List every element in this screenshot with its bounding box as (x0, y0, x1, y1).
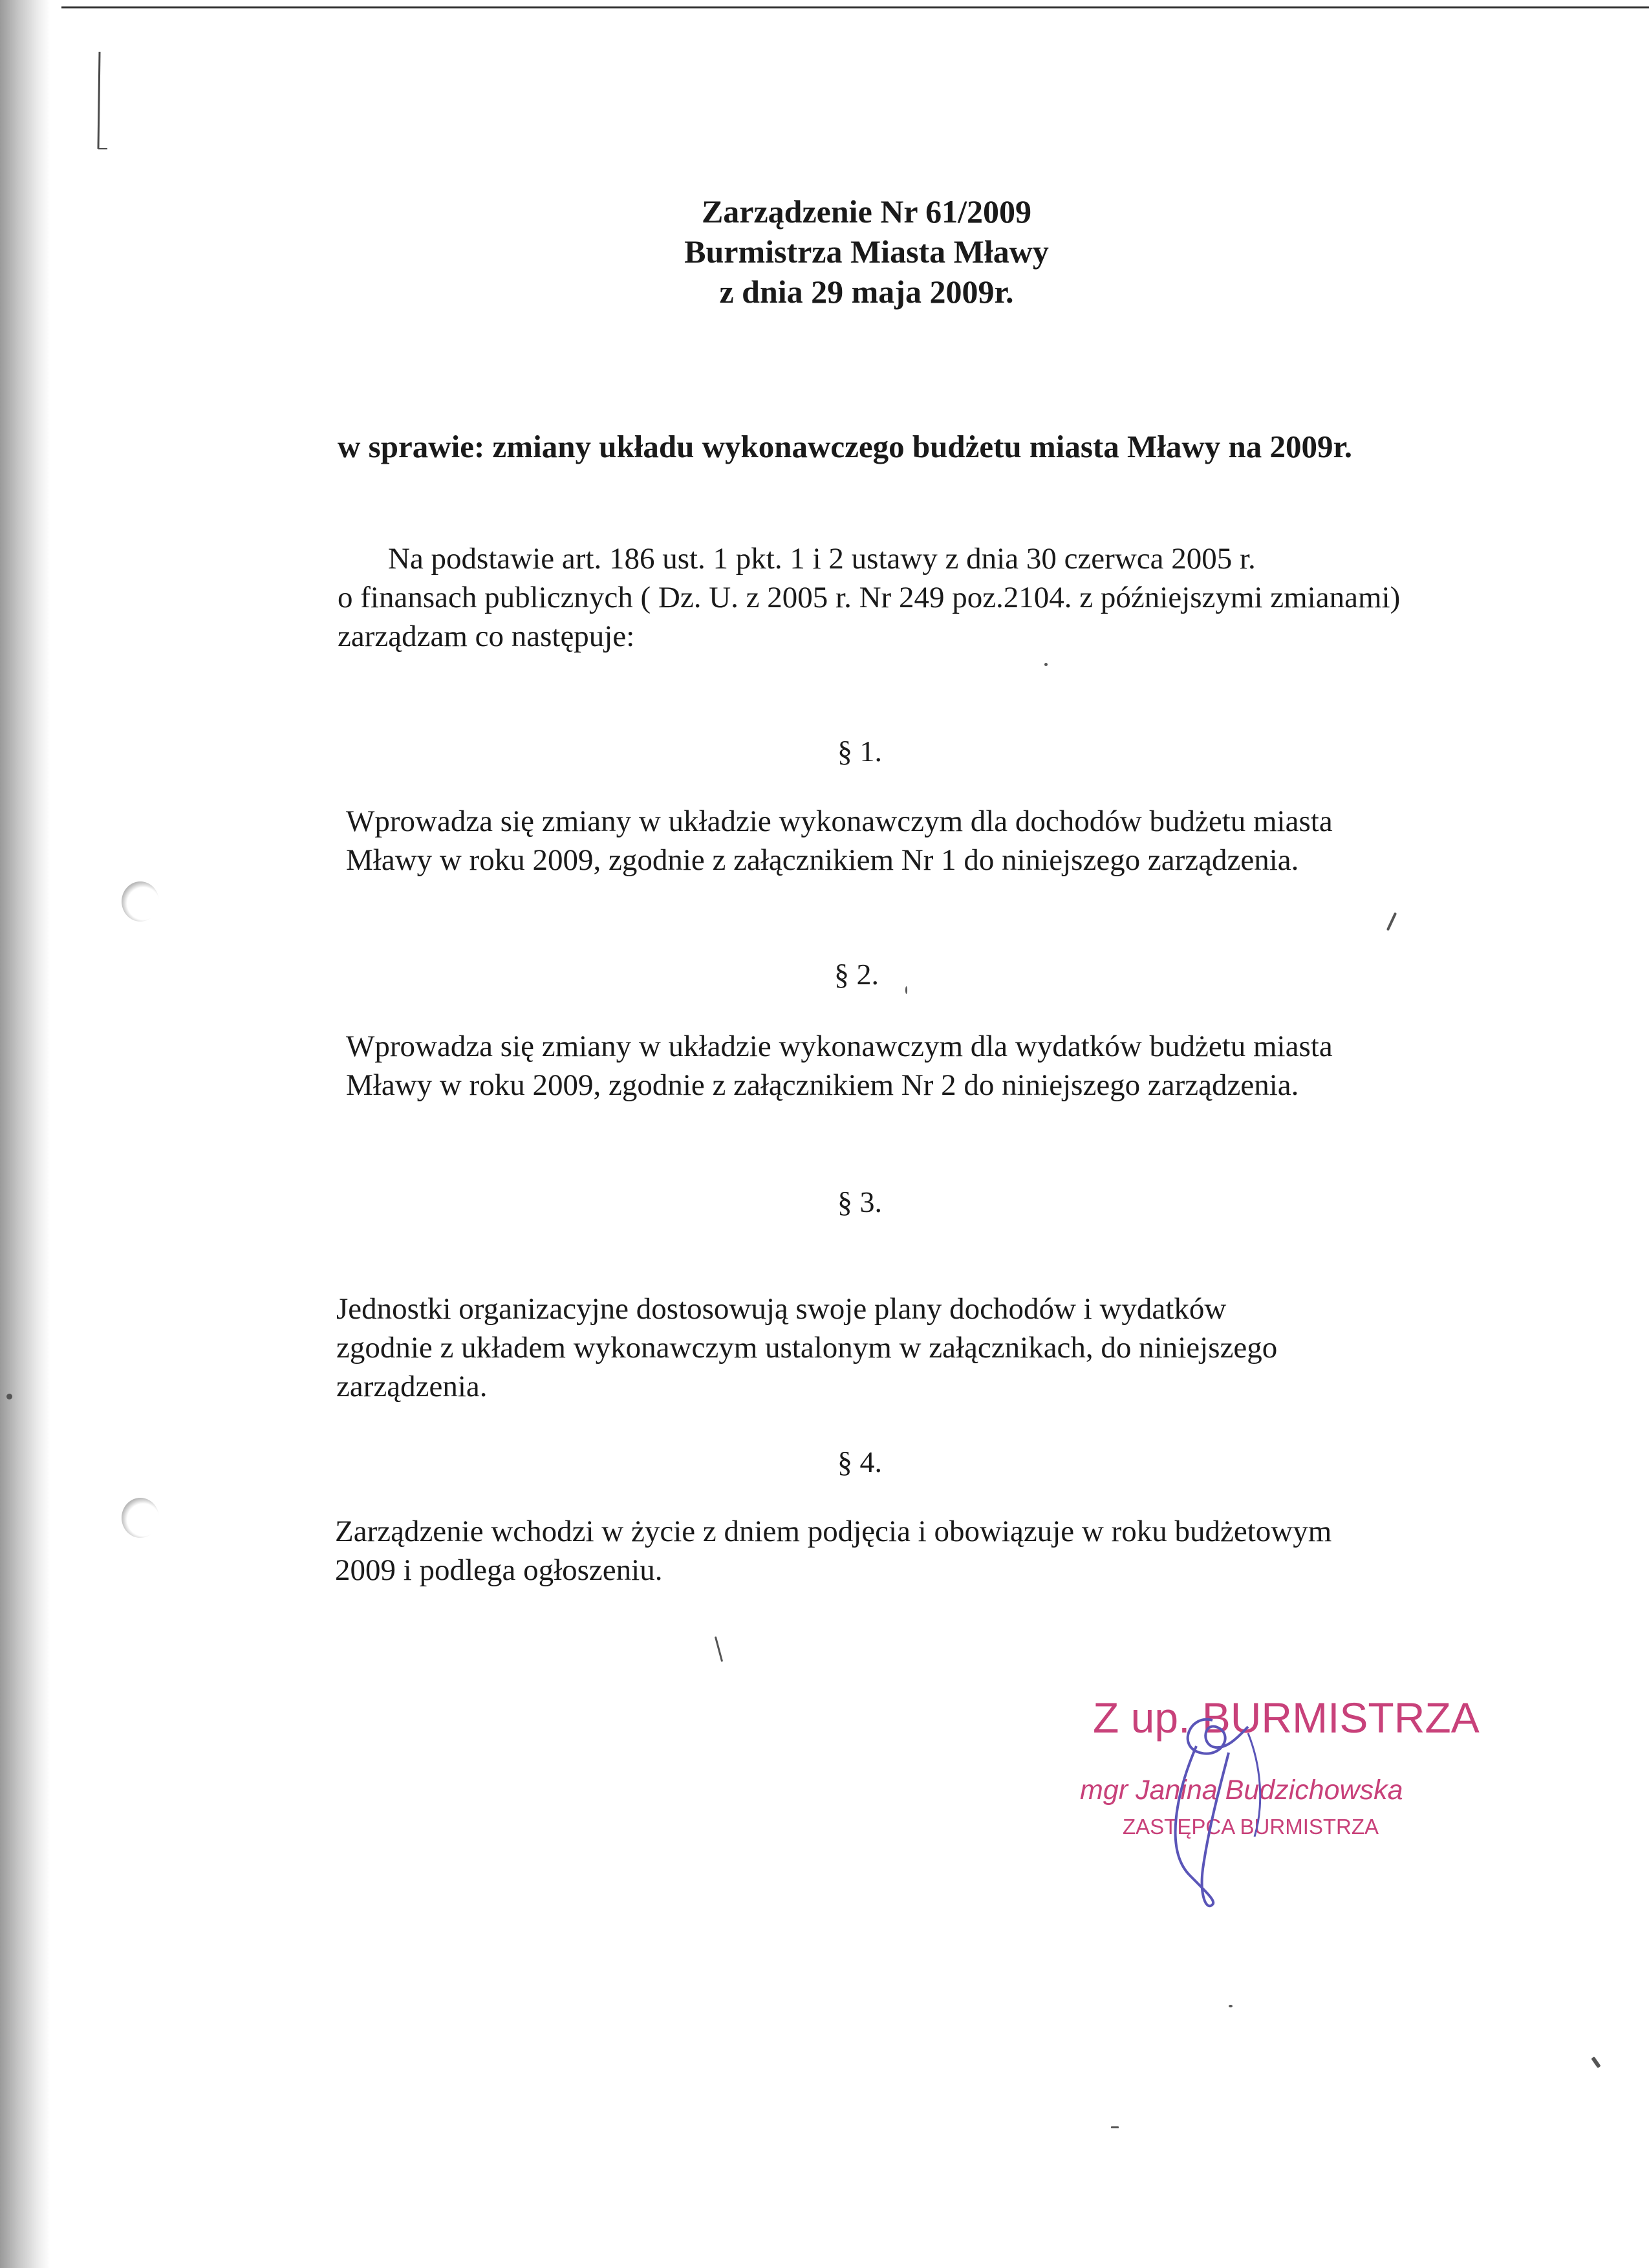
scan-speck (905, 986, 907, 994)
section-2-line-1: Wprowadza się zmiany w układzie wykonawczym dla wydatków budżetu miasta (346, 1030, 1333, 1063)
page-top-border (61, 6, 1649, 8)
preamble-line-3: zarządzam co następuje: (338, 620, 635, 653)
preamble-line-2: o finansach publicznych ( Dz. U. z 2005 r. Nr 249 poz.2104. z późniejszymi zmianami) (338, 581, 1401, 614)
section-4-line-2: 2009 i podlega ogłoszeniu. (335, 1553, 663, 1587)
section-3-line-2: zgodnie z układem wykonawczym ustalonym w załącznikach, do niniejszego (336, 1331, 1278, 1365)
section-3-text (336, 1290, 1277, 1406)
handwritten-signature (1151, 1707, 1300, 1914)
scan-speck (1111, 2126, 1119, 2128)
scan-speck (6, 1394, 12, 1399)
document-title (0, 191, 1649, 312)
preamble (338, 539, 1400, 656)
scanner-edge-shadow (0, 0, 50, 2268)
section-3-mark: § 3. (837, 1185, 882, 1218)
preamble-line-1: Na podstawie art. 186 ust. 1 pkt. 1 i 2 ustawy z dnia 30 czerwca 2005 r. (388, 542, 1256, 576)
scan-speck (1386, 913, 1397, 931)
stamp-name: mgr Janina Budzichowska (1080, 1775, 1403, 1806)
section-4-line-1: Zarządzenie wchodzi w życie z dniem podjęcia i obowiązuje w roku budżetowym (335, 1515, 1332, 1548)
scan-speck (1229, 2005, 1233, 2007)
section-3-line-3: zarządzenia. (336, 1370, 488, 1403)
stamp-position: ZASTĘPCA BURMISTRZA (1123, 1815, 1379, 1839)
title-line-1: Zarządzenie Nr 61/2009 (701, 193, 1032, 230)
stamp-title: Z up. BURMISTRZA (1093, 1694, 1480, 1742)
section-2-text (346, 1027, 1333, 1105)
section-1-text (346, 802, 1333, 880)
scan-speck (1044, 663, 1048, 666)
binder-mark (89, 45, 115, 155)
section-1-line-1: Wprowadza się zmiany w układzie wykonawczym dla dochodów budżetu miasta (346, 805, 1333, 838)
scan-speck (715, 1636, 723, 1661)
title-line-2: Burmistrza Miasta Mławy (684, 233, 1049, 270)
section-2-line-2: Mławy w roku 2009, zgodnie z załącznikiem Nr 2 do niniejszego zarządzenia. (346, 1068, 1299, 1102)
section-3-line-1: Jednostki organizacyjne dostosowują swoje plany dochodów i wydatków (336, 1292, 1227, 1326)
punch-hole-lower (122, 1498, 159, 1538)
punch-hole-upper (122, 881, 159, 922)
section-2-mark: § 2. (834, 958, 879, 991)
section-4-mark: § 4. (837, 1445, 882, 1478)
document-subject: w sprawie: zmiany układu wykonawczego budżetu miasta Mławy na 2009r. (338, 429, 1352, 464)
section-4-text (335, 1512, 1331, 1590)
scan-speck (1591, 2057, 1600, 2068)
title-line-3: z dnia 29 maja 2009r. (719, 274, 1014, 310)
section-1-mark: § 1. (837, 735, 882, 768)
section-1-line-2: Mławy w roku 2009, zgodnie z załącznikiem Nr 1 do niniejszego zarządzenia. (346, 843, 1299, 877)
